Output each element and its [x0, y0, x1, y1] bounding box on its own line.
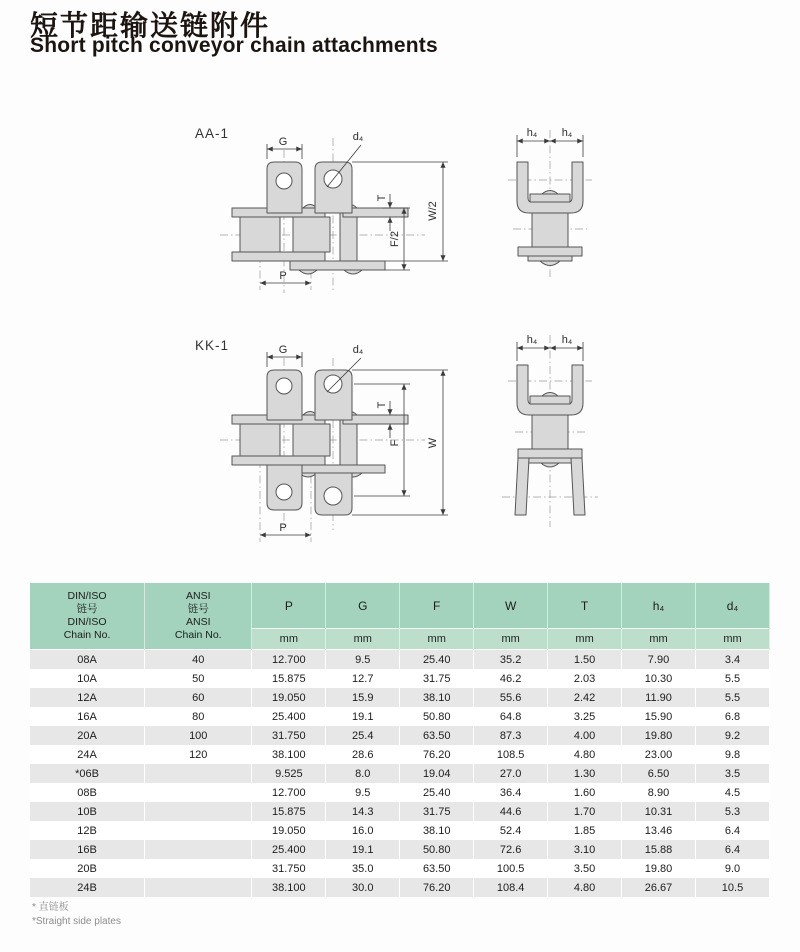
table-cell: 19.04 — [400, 764, 474, 783]
dim-label-g: G — [278, 344, 288, 356]
table-cell: 50 — [145, 669, 252, 688]
table-cell: 23.00 — [622, 745, 696, 764]
table-cell: 8.0 — [326, 764, 400, 783]
table-cell: 4.80 — [548, 745, 622, 764]
table-cell: 5.5 — [695, 688, 769, 707]
table-cell: 14.3 — [326, 802, 400, 821]
table-cell — [145, 802, 252, 821]
header-line: DIN/ISO — [67, 590, 107, 603]
table-cell: 9.2 — [695, 726, 769, 745]
dim-label-g: G — [278, 136, 288, 148]
table-cell: 46.2 — [474, 669, 548, 688]
table-cell: 2.42 — [548, 688, 622, 707]
table-cell: 25.400 — [252, 707, 326, 726]
table-cell: 6.4 — [695, 840, 769, 859]
table-cell: 38.100 — [252, 745, 326, 764]
table-cell: 60 — [145, 688, 252, 707]
table-cell: 16.0 — [326, 821, 400, 840]
table-cell: 20B — [30, 859, 145, 878]
table-cell: 10.30 — [622, 669, 696, 688]
column-header: d₄ — [695, 583, 769, 629]
table-cell: 1.60 — [548, 783, 622, 802]
dim-label-t: T — [376, 194, 388, 202]
table-cell: *06B — [30, 764, 145, 783]
column-unit: mm — [548, 629, 622, 650]
column-header: W — [474, 583, 548, 629]
dim-label-h4: h₄ — [561, 127, 573, 139]
table-cell: 108.5 — [474, 745, 548, 764]
table-cell: 19.1 — [326, 840, 400, 859]
header-row-dims — [30, 583, 770, 629]
table-cell: 3.4 — [695, 650, 769, 670]
footnote-english: *Straight side plates — [32, 916, 121, 927]
table-cell — [145, 878, 252, 897]
dim-label-w-half: W/2 — [427, 201, 439, 221]
kk1-attachment-diagram — [180, 315, 680, 560]
table-cell: 50.80 — [400, 840, 474, 859]
kk1-side-view — [232, 370, 408, 515]
table-cell: 108.4 — [474, 878, 548, 897]
table-cell: 12.7 — [326, 669, 400, 688]
table-cell: 08B — [30, 783, 145, 802]
table-cell: 7.90 — [622, 650, 696, 670]
table-cell: 6.8 — [695, 707, 769, 726]
header-line: 链号 — [76, 603, 98, 616]
table-cell: 1.30 — [548, 764, 622, 783]
header-line: 链号 — [187, 603, 209, 616]
dim-label-p: P — [279, 270, 287, 282]
kk1-label: KK-1 — [195, 338, 230, 353]
table-cell: 19.050 — [252, 821, 326, 840]
header-line: ANSI — [185, 590, 211, 603]
table-row — [30, 783, 770, 802]
table-cell: 38.10 — [400, 688, 474, 707]
table-cell: 12.700 — [252, 650, 326, 670]
table-cell: 35.0 — [326, 859, 400, 878]
aa1-attachment-diagram — [180, 105, 680, 315]
table-cell: 40 — [145, 650, 252, 670]
table-cell — [145, 783, 252, 802]
table-cell: 52.4 — [474, 821, 548, 840]
table-cell: 1.85 — [548, 821, 622, 840]
dim-label-p: P — [279, 522, 287, 534]
aa1-side-view — [232, 162, 408, 274]
column-unit: mm — [326, 629, 400, 650]
table-cell — [145, 764, 252, 783]
table-cell: 1.70 — [548, 802, 622, 821]
dim-label-w: W — [427, 437, 439, 449]
table-cell: 5.3 — [695, 802, 769, 821]
aa1-label: AA-1 — [195, 126, 230, 141]
table-cell: 4.5 — [695, 783, 769, 802]
table-cell: 15.90 — [622, 707, 696, 726]
dim-label-f-half: F/2 — [389, 231, 401, 247]
footnote-chinese: * 直链板 — [32, 902, 69, 913]
table-cell: 72.6 — [474, 840, 548, 859]
table-cell: 26.67 — [622, 878, 696, 897]
table-cell: 38.100 — [252, 878, 326, 897]
table-cell: 44.6 — [474, 802, 548, 821]
column-unit: mm — [400, 629, 474, 650]
header-line: DIN/ISO — [67, 616, 107, 628]
table-row — [30, 669, 770, 688]
table-cell: 3.25 — [548, 707, 622, 726]
table-row — [30, 840, 770, 859]
table-cell: 76.20 — [400, 745, 474, 764]
table-cell: 3.10 — [548, 840, 622, 859]
table-cell — [145, 840, 252, 859]
header-line: ANSI — [185, 616, 211, 628]
table-cell: 9.8 — [695, 745, 769, 764]
spec-table — [30, 583, 770, 897]
table-cell: 10B — [30, 802, 145, 821]
table-cell: 12A — [30, 688, 145, 707]
table-cell: 120 — [145, 745, 252, 764]
table-cell: 20A — [30, 726, 145, 745]
table-cell: 76.20 — [400, 878, 474, 897]
table-cell: 2.03 — [548, 669, 622, 688]
table-cell: 12B — [30, 821, 145, 840]
table-cell: 31.750 — [252, 726, 326, 745]
table-cell: 5.5 — [695, 669, 769, 688]
table-cell: 6.4 — [695, 821, 769, 840]
table-cell: 80 — [145, 707, 252, 726]
table-cell: 4.00 — [548, 726, 622, 745]
table-cell: 10.5 — [695, 878, 769, 897]
dim-label-d4: d₄ — [352, 344, 364, 356]
table-cell: 9.5 — [326, 783, 400, 802]
table-cell: 36.4 — [474, 783, 548, 802]
table-cell: 10A — [30, 669, 145, 688]
column-unit: mm — [622, 629, 696, 650]
table-cell: 15.88 — [622, 840, 696, 859]
table-cell: 25.4 — [326, 726, 400, 745]
table-cell: 9.0 — [695, 859, 769, 878]
dim-label-t: T — [376, 401, 388, 409]
column-header: T — [548, 583, 622, 629]
table-cell: 19.050 — [252, 688, 326, 707]
table-cell: 31.75 — [400, 669, 474, 688]
table-cell: 3.5 — [695, 764, 769, 783]
table-cell: 08A — [30, 650, 145, 670]
table-cell: 24B — [30, 878, 145, 897]
table-cell: 6.50 — [622, 764, 696, 783]
column-header: P — [252, 583, 326, 629]
column-unit: mm — [474, 629, 548, 650]
table-cell: 25.400 — [252, 840, 326, 859]
column-header: F — [400, 583, 474, 629]
table-cell: 9.5 — [326, 650, 400, 670]
table-row — [30, 878, 770, 897]
table-row — [30, 688, 770, 707]
table-cell — [145, 821, 252, 840]
table-cell: 16B — [30, 840, 145, 859]
table-cell: 63.50 — [400, 726, 474, 745]
column-unit: mm — [252, 629, 326, 650]
table-cell: 50.80 — [400, 707, 474, 726]
table-row — [30, 707, 770, 726]
table-cell: 19.1 — [326, 707, 400, 726]
table-cell: 24A — [30, 745, 145, 764]
table-row — [30, 726, 770, 745]
table-row — [30, 745, 770, 764]
table-cell: 100.5 — [474, 859, 548, 878]
table-cell: 1.50 — [548, 650, 622, 670]
header-ansi-chain-no — [145, 583, 252, 650]
dim-label-h4: h₄ — [526, 334, 538, 346]
table-cell: 35.2 — [474, 650, 548, 670]
table-cell: 31.75 — [400, 802, 474, 821]
table-cell: 19.80 — [622, 726, 696, 745]
header-line: Chain No. — [174, 628, 222, 641]
dim-label-h4: h₄ — [561, 334, 573, 346]
footnotes — [32, 901, 121, 929]
table-cell: 11.90 — [622, 688, 696, 707]
table-row — [30, 802, 770, 821]
table-cell: 25.40 — [400, 650, 474, 670]
page-title-english: Short pitch conveyor chain attachments — [30, 34, 438, 57]
table-cell: 28.6 — [326, 745, 400, 764]
header-line: Chain No. — [63, 628, 111, 641]
table-cell: 13.46 — [622, 821, 696, 840]
table-cell: 63.50 — [400, 859, 474, 878]
table-cell: 19.80 — [622, 859, 696, 878]
table-cell: 31.750 — [252, 859, 326, 878]
dim-label-h4: h₄ — [526, 127, 538, 139]
table-cell: 4.80 — [548, 878, 622, 897]
table-cell: 3.50 — [548, 859, 622, 878]
table-row — [30, 650, 770, 670]
dim-label-f: F — [389, 439, 401, 447]
table-cell — [145, 859, 252, 878]
column-header: G — [326, 583, 400, 629]
table-cell: 15.875 — [252, 669, 326, 688]
table-cell: 55.6 — [474, 688, 548, 707]
column-header: h₄ — [622, 583, 696, 629]
table-cell: 9.525 — [252, 764, 326, 783]
table-cell: 25.40 — [400, 783, 474, 802]
dim-label-d4: d₄ — [352, 131, 364, 143]
table-cell: 8.90 — [622, 783, 696, 802]
table-cell: 15.875 — [252, 802, 326, 821]
table-cell: 12.700 — [252, 783, 326, 802]
table-cell: 64.8 — [474, 707, 548, 726]
table-cell: 100 — [145, 726, 252, 745]
table-cell: 30.0 — [326, 878, 400, 897]
header-din-iso-chain-no — [30, 583, 145, 650]
table-row — [30, 821, 770, 840]
table-cell: 38.10 — [400, 821, 474, 840]
column-unit: mm — [695, 629, 769, 650]
table-cell: 87.3 — [474, 726, 548, 745]
table-row — [30, 764, 770, 783]
page-title-chinese: 短节距输送链附件 — [30, 9, 271, 42]
table-cell: 27.0 — [474, 764, 548, 783]
table-row — [30, 859, 770, 878]
table-cell: 15.9 — [326, 688, 400, 707]
table-cell: 16A — [30, 707, 145, 726]
table-cell: 10.31 — [622, 802, 696, 821]
